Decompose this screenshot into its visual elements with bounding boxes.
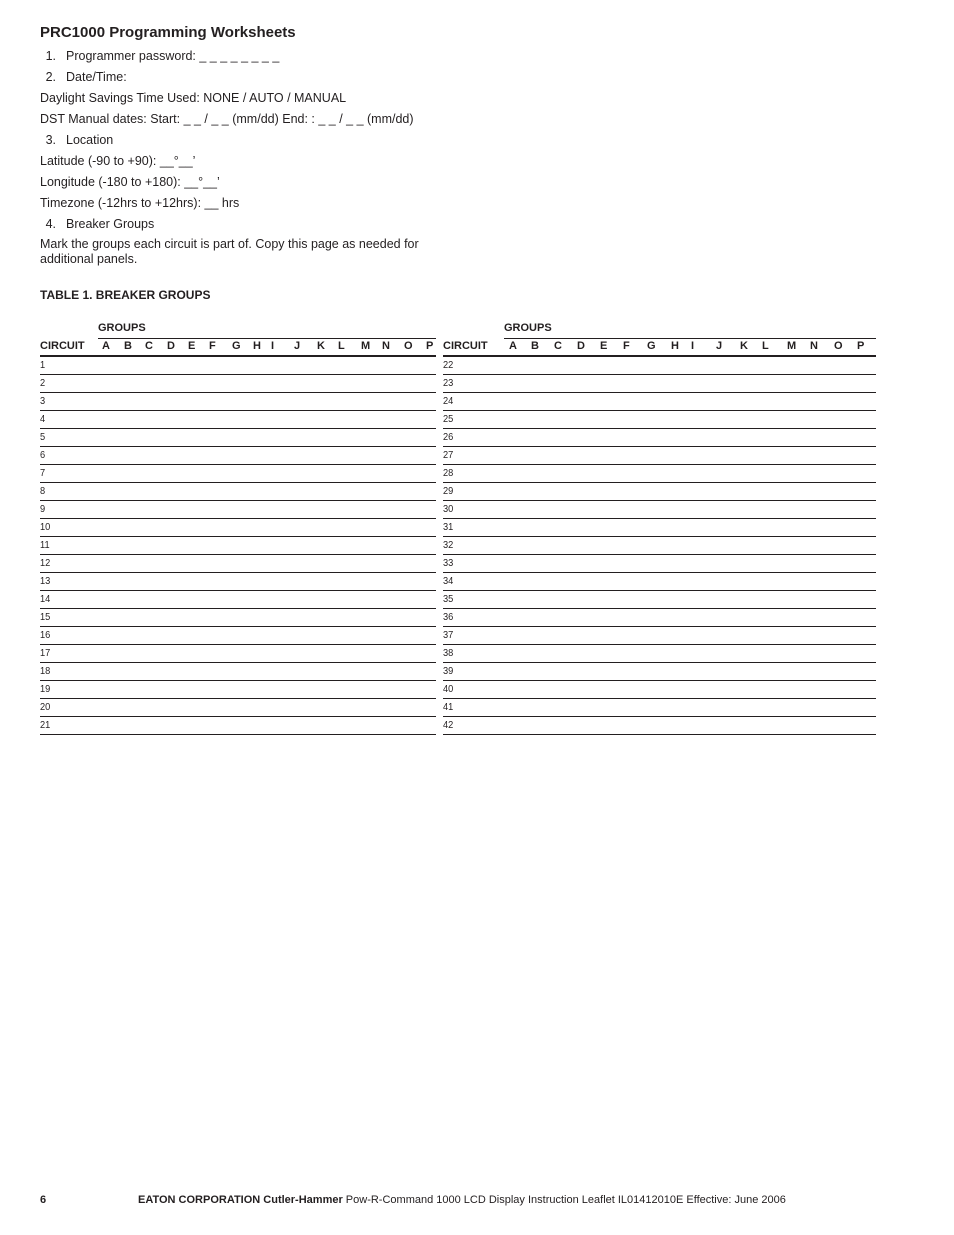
table-row [40,411,436,429]
table-row [40,609,436,627]
table-row [443,519,876,537]
circuit-number: 7 [40,467,46,479]
circuit-number: 3 [40,395,46,407]
circuit-number: 40 [443,683,454,695]
group-header-j: J [716,340,723,352]
longitude-line: Longitude (-180 to +180): __°__’ [40,175,220,189]
table-row [443,573,876,591]
table-row [443,591,876,609]
item-text: Date/Time: [66,70,127,84]
groups-rule [504,338,876,339]
group-header-a: A [102,340,110,352]
group-header-d: D [577,340,585,352]
group-header-f: F [209,340,216,352]
circuit-number: 9 [40,503,46,515]
circuit-number: 5 [40,431,46,443]
table-row [40,447,436,465]
table-row [40,519,436,537]
circuit-number: 22 [443,359,454,371]
circuit-number: 17 [40,647,51,659]
group-header-b: B [124,340,132,352]
table-row [40,717,436,735]
item-location [40,133,113,147]
groups-label: GROUPS [98,322,146,334]
group-header-n: N [382,340,390,352]
table-row [443,663,876,681]
circuit-number: 27 [443,449,454,461]
circuit-number: 31 [443,521,454,533]
circuit-number: 14 [40,593,51,605]
item-number: 2. [45,70,56,84]
circuit-number: 38 [443,647,454,659]
circuit-number: 34 [443,575,454,587]
dst-dates-line: DST Manual dates: Start: _ _ / _ _ (mm/dd) End: : _ _ / _ _ (mm/dd) [40,112,414,126]
circuit-number: 41 [443,701,454,713]
group-header-i: I [691,340,695,352]
circuit-number: 18 [40,665,51,677]
circuit-number: 1 [40,359,46,371]
instructions-paragraph: Mark the groups each circuit is part of. Copy this page as needed for additional panels. [40,237,419,266]
circuit-number: 30 [443,503,454,515]
table-row [40,663,436,681]
table-row [40,357,436,375]
table-row [443,393,876,411]
circuit-number: 37 [443,629,454,641]
circuit-number: 26 [443,431,454,443]
table-row [40,501,436,519]
group-header-a: A [509,340,517,352]
page-number: 6 [40,1194,47,1206]
table-row [40,681,436,699]
item-text: Breaker Groups [66,217,155,231]
table-row [40,375,436,393]
circuit-number: 16 [40,629,51,641]
table-row [443,483,876,501]
table-row [443,681,876,699]
circuit-number: 39 [443,665,454,677]
group-header-l: L [338,340,345,352]
circuit-number: 13 [40,575,51,587]
footer-document-info: Pow-R-Command 1000 LCD Display Instruction Leaflet IL01412010E Effective: June 2006 [342,1194,786,1206]
dst-used-line: Daylight Savings Time Used: NONE / AUTO / MANUAL [40,91,347,105]
table-row [40,483,436,501]
group-header-o: O [404,340,413,352]
footer-company: EATON CORPORATION Cutler-Hammer [138,1194,343,1206]
latitude-line: Latitude (-90 to +90): __°__’ [40,154,196,168]
item-text: Programmer password: _ _ _ _ _ _ _ _ [66,49,280,63]
circuit-number: 42 [443,719,454,731]
circuit-number: 15 [40,611,51,623]
circuit-number: 12 [40,557,51,569]
circuit-number: 21 [40,719,51,731]
table-row [443,717,876,735]
table-row [40,591,436,609]
group-header-m: M [787,340,797,352]
group-header-l: L [762,340,769,352]
groups-label: GROUPS [504,322,552,334]
table-row [40,555,436,573]
group-header-n: N [810,340,818,352]
circuit-number: 33 [443,557,454,569]
table-row [443,447,876,465]
table-row [443,465,876,483]
table-row [443,645,876,663]
group-header-g: G [647,340,656,352]
groups-rule [98,338,436,339]
group-header-h: H [253,340,261,352]
footer-text [138,1194,786,1206]
item-date-time [40,70,127,84]
table-row [443,357,876,375]
circuit-number: 4 [40,413,46,425]
table-row [443,375,876,393]
group-header-e: E [600,340,608,352]
group-header-p: P [426,340,434,352]
group-header-e: E [188,340,196,352]
table-row [40,393,436,411]
circuit-number: 28 [443,467,454,479]
table-row [443,411,876,429]
table-row [40,699,436,717]
group-header-c: C [554,340,562,352]
circuit-number: 29 [443,485,454,497]
table-row [443,429,876,447]
table-row [443,609,876,627]
circuit-number: 11 [40,539,50,551]
group-header-g: G [232,340,241,352]
table-row [443,501,876,519]
item-number: 3. [45,133,56,147]
group-header-h: H [671,340,679,352]
circuit-number: 2 [40,377,46,389]
item-number: 4. [45,217,56,231]
table-row [40,573,436,591]
item-breaker-groups [40,217,154,231]
table-row [443,699,876,717]
circuit-number: 19 [40,683,51,695]
table-row [40,537,436,555]
circuit-number: 35 [443,593,454,605]
table-row [443,537,876,555]
table-row [443,627,876,645]
circuit-number: 24 [443,395,454,407]
circuit-header: CIRCUIT [443,340,488,352]
table-row [443,555,876,573]
table-title: TABLE 1. BREAKER GROUPS [40,288,211,302]
circuit-header: CIRCUIT [40,340,85,352]
circuit-number: 20 [40,701,51,713]
page-title: PRC1000 Programming Worksheets [40,24,296,41]
group-header-b: B [531,340,539,352]
group-header-f: F [623,340,630,352]
item-number: 1. [45,49,56,63]
circuit-number: 10 [40,521,51,533]
group-header-m: M [361,340,371,352]
table-row [40,429,436,447]
circuit-number: 25 [443,413,454,425]
group-header-d: D [167,340,175,352]
circuit-number: 23 [443,377,454,389]
table-row [40,645,436,663]
group-header-k: K [317,340,325,352]
circuit-number: 36 [443,611,454,623]
group-header-i: I [271,340,275,352]
group-header-c: C [145,340,153,352]
group-header-o: O [834,340,843,352]
circuit-number: 32 [443,539,454,551]
item-text: Location [66,133,114,147]
table-row [40,465,436,483]
group-header-p: P [857,340,865,352]
circuit-number: 8 [40,485,46,497]
table-row [40,627,436,645]
item-password [40,49,279,63]
circuit-number: 6 [40,449,46,461]
group-header-k: K [740,340,748,352]
timezone-line: Timezone (-12hrs to +12hrs): __ hrs [40,196,240,210]
group-header-j: J [294,340,301,352]
